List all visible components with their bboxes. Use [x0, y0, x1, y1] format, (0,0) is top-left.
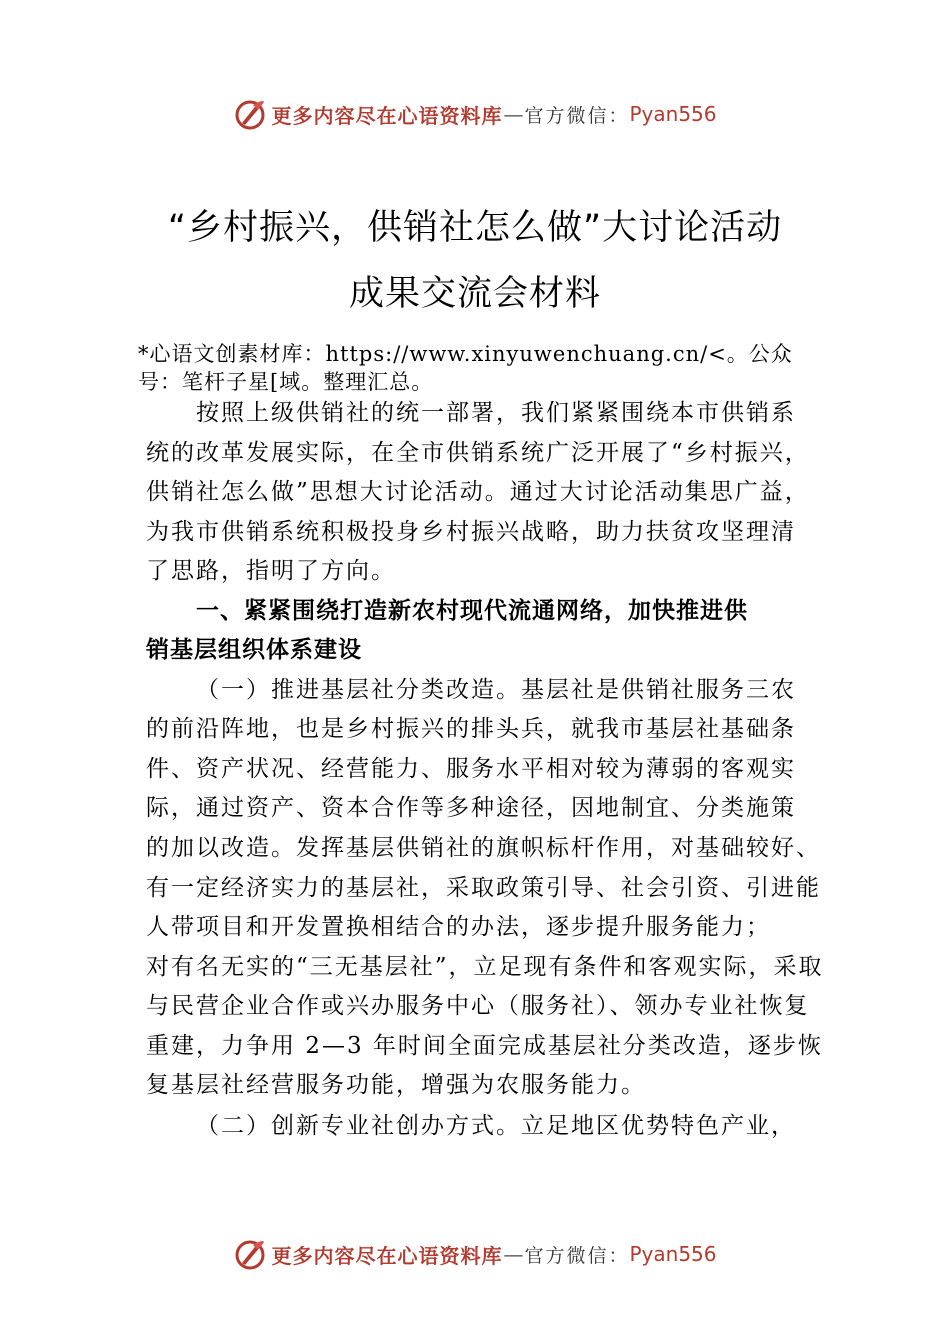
source-note-line-2: 号：笔杆子星[域。整理汇总。 — [138, 370, 434, 394]
body-line: 的加以改造。发挥基层供销社的旗帜标杆作用，对基础较好、 — [146, 835, 821, 861]
watermark-brand: 更多内容尽在心语资料库 — [271, 103, 503, 128]
document-title-line-2: 成果交流会材料 — [348, 274, 601, 314]
section-heading-line-1: 一、紧紧围绕打造新农村现代流通网络，加快推进供 — [196, 598, 748, 624]
body-line: 对有名无实的“三无基层社”，立足现有条件和客观实际，采取 — [146, 954, 824, 980]
watermark-footer — [0, 1234, 950, 1274]
watermark-label: 官方微信： — [524, 104, 630, 127]
body-line: 供销社怎么做”思想大讨论活动。通过大讨论活动集思广益， — [146, 479, 810, 505]
quill-logo-icon — [233, 97, 267, 131]
watermark-header — [0, 94, 950, 134]
watermark-label: 官方微信： — [524, 1244, 630, 1267]
body-line: 重建，力争用 2—3 年时间全面完成基层社分类改造，逐步恢 — [146, 1033, 823, 1059]
body-line: 为我市供销系统积极投身乡村振兴战略，助力扶贫攻坚理清 — [146, 519, 796, 545]
body-line: （一）推进基层社分类改造。基层社是供销社服务三农 — [196, 677, 796, 703]
body-line: 际，通过资产、资本合作等多种途径，因地制宜、分类施策 — [146, 795, 796, 821]
body-line: 件、资产状况、经营能力、服务水平相对较为薄弱的客观实 — [146, 756, 796, 782]
body-line: 按照上级供销社的统一部署，我们紧紧围绕本市供销系 — [196, 400, 796, 426]
body-line: 统的改革发展实际，在全市供销系统广泛开展了“乡村振兴， — [146, 440, 810, 466]
source-note-line-1: *心语文创素材库：https://www.xinyuwenchuang.cn/<。公众 — [138, 342, 793, 366]
document-title-line-1: “乡村振兴，供销社怎么做”大讨论活动 — [167, 208, 783, 248]
body-line: 人带项目和开发置换相结合的办法，逐步提升服务能力； — [146, 914, 771, 940]
quill-logo-icon — [233, 1237, 267, 1271]
body-line: （二）创新专业社创办方式。立足地区优势特色产业， — [196, 1113, 796, 1139]
watermark-wechat-id: Pyan556 — [629, 1242, 717, 1266]
section-heading-line-2: 销基层组织体系建设 — [146, 637, 362, 663]
body-line: 的前沿阵地，也是乡村振兴的排头兵，就我市基层社基础条 — [146, 716, 796, 742]
body-line: 了思路，指明了方向。 — [146, 558, 396, 584]
source-note — [138, 340, 838, 396]
watermark-separator: — — [503, 1242, 524, 1266]
body-line: 复基层社经营服务功能，增强为农服务能力。 — [146, 1072, 646, 1098]
body-line: 与民营企业合作或兴办服务中心（服务社）、领办专业社恢复 — [146, 993, 810, 1019]
watermark-separator: — — [503, 102, 524, 126]
body-line: 有一定经济实力的基层社，采取政策引导、社会引资、引进能 — [146, 875, 821, 901]
watermark-brand: 更多内容尽在心语资料库 — [271, 1243, 503, 1268]
watermark-wechat-id: Pyan556 — [629, 102, 717, 126]
